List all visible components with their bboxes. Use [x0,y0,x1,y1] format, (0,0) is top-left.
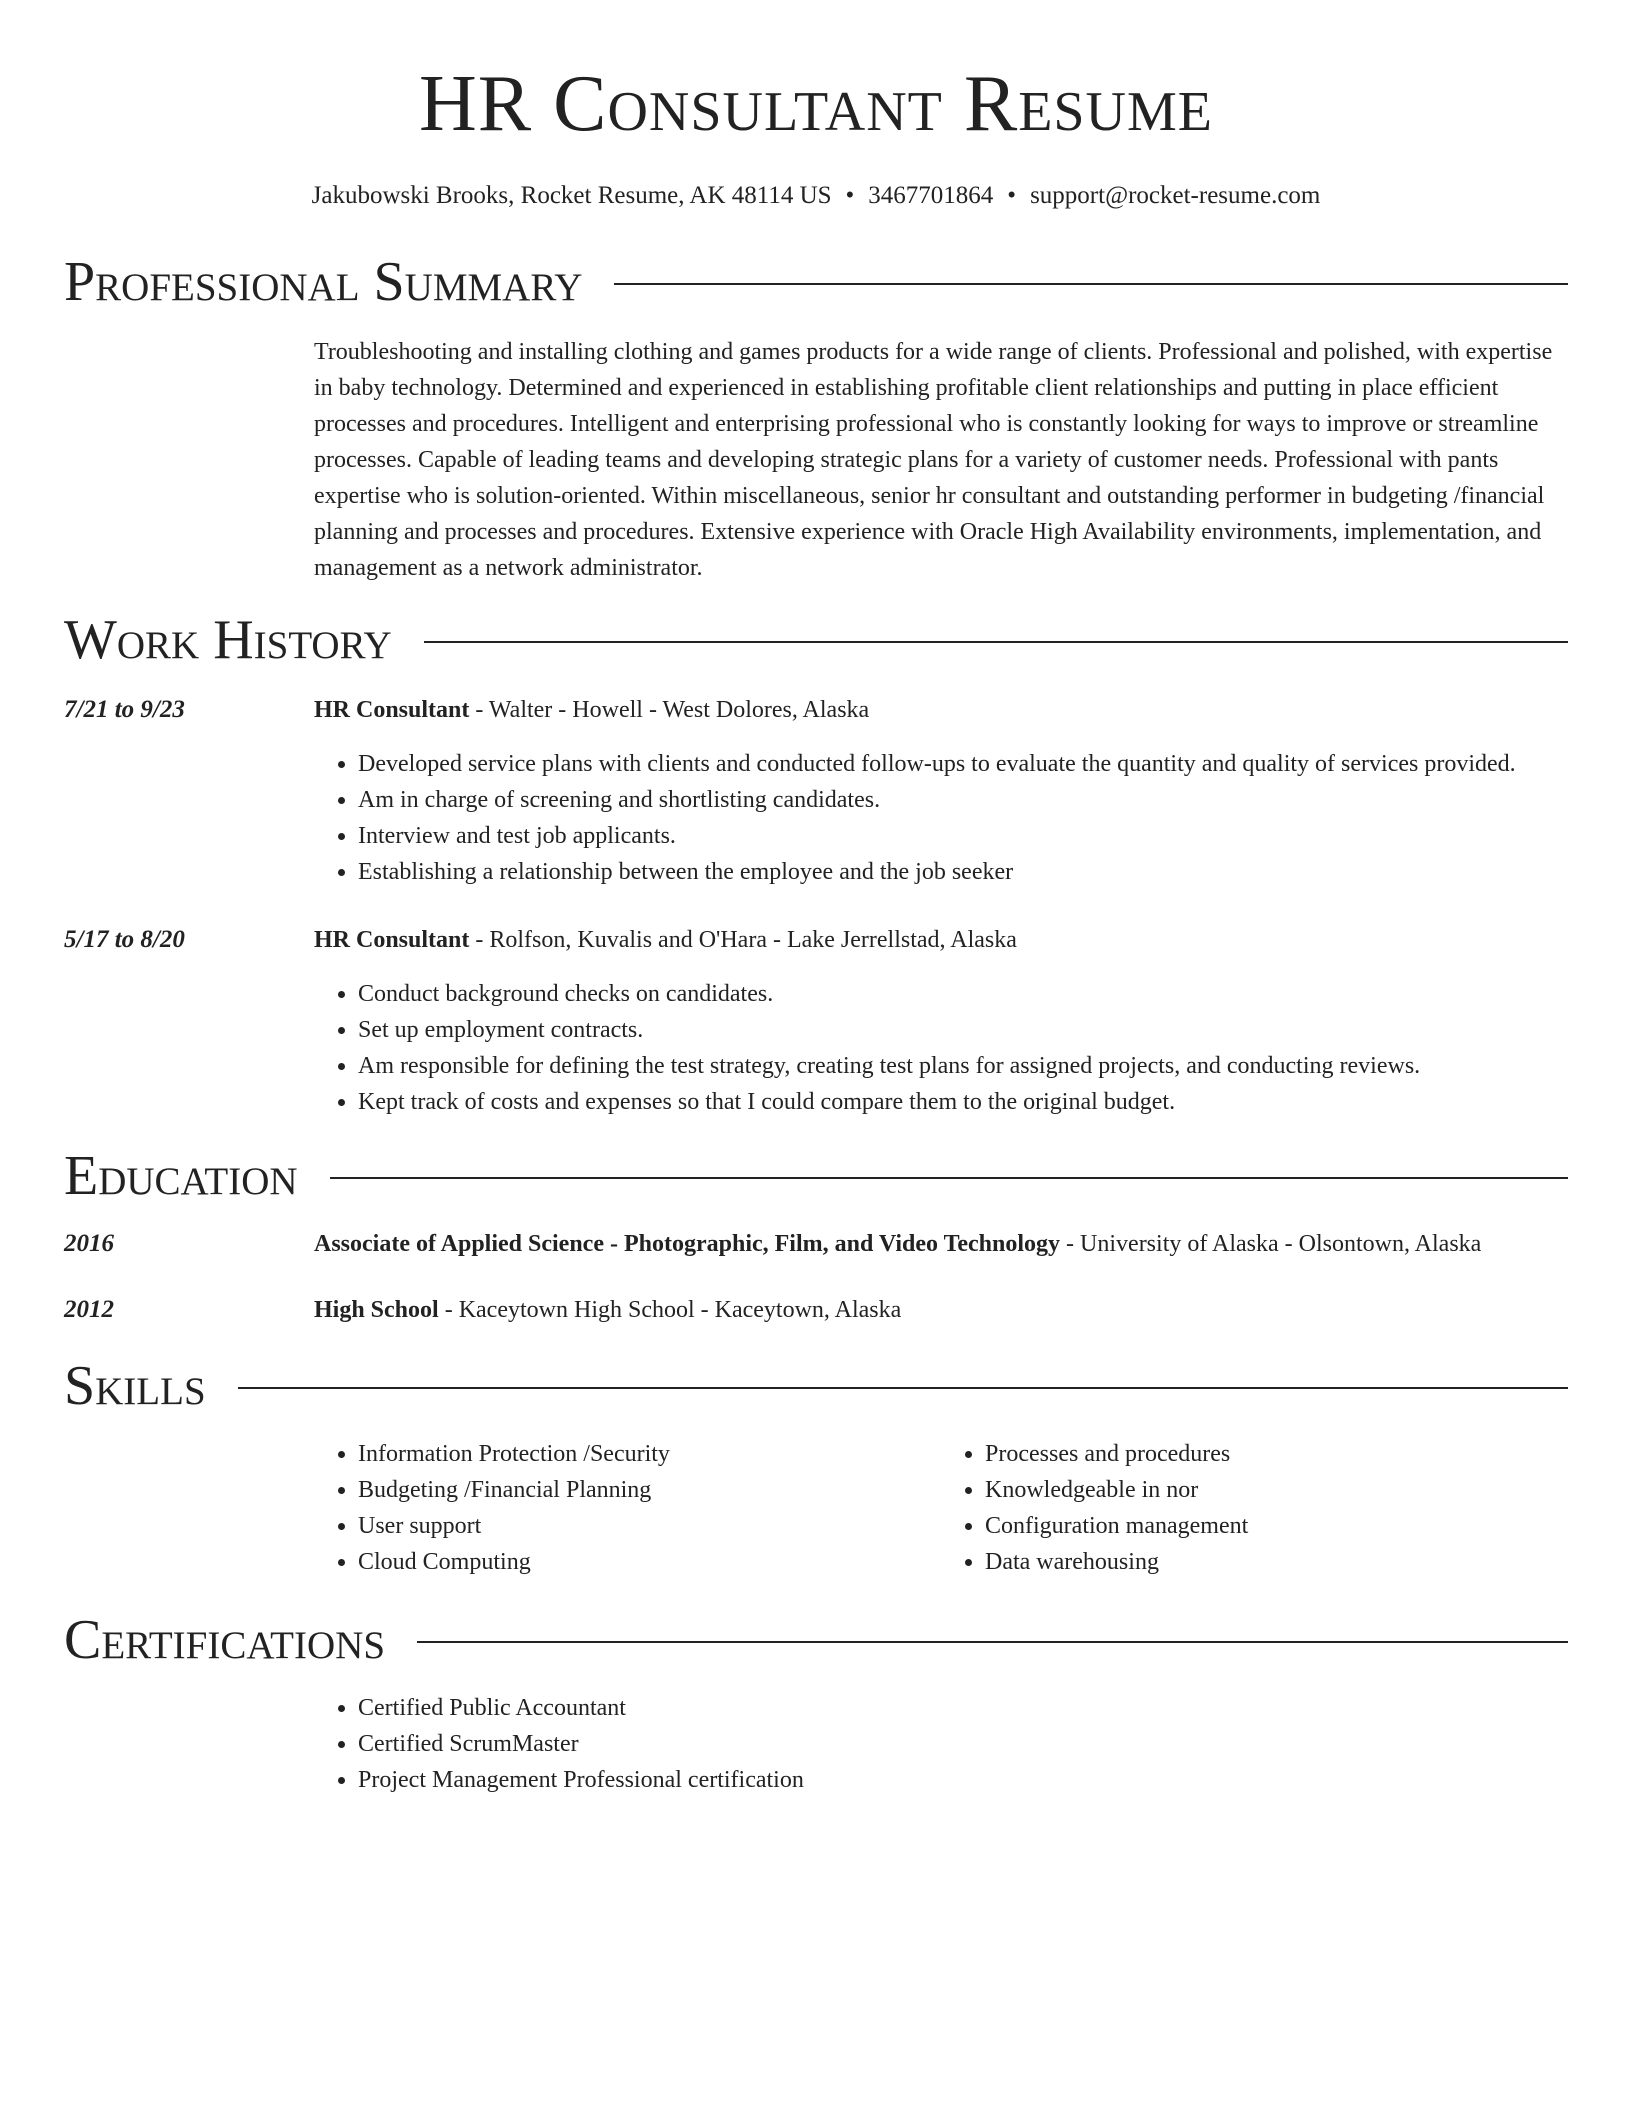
section-divider [614,283,1568,285]
education-year: 2012 [64,1296,114,1323]
job-details: - Walter - Howell - West Dolores, Alaska [469,697,870,723]
job-entry [64,922,1568,958]
education-heading: Education [64,1145,298,1207]
education-degree: High School [314,1297,439,1323]
skills-heading: Skills [64,1355,206,1417]
list-item: • Developed service plans with clients and conducted follow-ups to evaluate the quantity and quality of services provided. [358,746,1568,782]
skill-item: • Cloud Computing [358,1544,941,1580]
education-degree: Associate of Applied Science - Photographic, Film, and Video Technology [314,1231,1061,1257]
list-item: • Interview and test job applicants. [358,818,1568,854]
work-heading: Work History [64,609,392,671]
job-heading [314,692,1568,728]
contact-separator: • [845,182,855,209]
section-divider [417,1641,1568,1643]
certifications-list [314,1690,1568,1798]
job-dates: 5/17 to 8/20 [64,926,185,953]
summary-heading: Professional Summary [64,251,583,313]
education-school: - University of Alaska - Olsontown, Alaska [1060,1231,1482,1257]
certification-item: • Certified Public Accountant [358,1690,1568,1726]
certification-item: • Certified ScrumMaster [358,1726,1568,1762]
job-title: HR Consultant [314,697,470,723]
contact-separator: • [1007,182,1017,209]
job-bullets [314,746,1568,890]
section-divider [330,1177,1568,1179]
job-title: HR Consultant [314,927,470,953]
section-divider [424,641,1568,643]
certifications-heading: Certifications [64,1609,386,1671]
job-entry [64,692,1568,728]
certification-item: • Project Management Professional certification [358,1762,1568,1798]
summary-text: Troubleshooting and installing clothing and games products for a wide range of clients. Professional and polished, with expertise in baby technology. Determined and experienced in establishing profitable client relationships and putting in place efficient processes and procedures. Intelligent and enterprising professional who is constantly looking for ways to improve or streamline processes. Capable of leading teams and developing strategic plans for a variety of customer needs. Professional with pants expertise who is solution-oriented. Within miscellaneous, senior hr consultant and outstanding performer in budgeting /financial planning and processes and procedures. Extensive experience with Oracle High Availability environments, implementation, and management as a network administrator. [314,339,1553,581]
skill-item: • Data warehousing [985,1544,1568,1580]
list-item: • Kept track of costs and expenses so that I could compare them to the original budget. [358,1084,1568,1120]
skills-list [314,1436,1568,1580]
skill-item: • Configuration management [985,1508,1568,1544]
job-heading [314,922,1568,958]
skill-item: • User support [358,1508,941,1544]
education-school: - Kaceytown High School - Kaceytown, Alaska [438,1297,902,1323]
certifications-section-heading [64,1608,1568,1672]
contact-address: Jakubowski Brooks, Rocket Resume, AK 48114 US [311,182,832,209]
job-bullets [314,976,1568,1120]
section-divider [238,1387,1568,1389]
list-item: • Establishing a relationship between the employee and the job seeker [358,854,1568,890]
contact-line [64,180,1568,212]
skills-column [314,1436,941,1580]
list-item: • Am in charge of screening and shortlisting candidates. [358,782,1568,818]
skill-item: • Knowledgeable in nor [985,1472,1568,1508]
summary-section-heading [64,250,1568,314]
education-year: 2016 [64,1230,114,1257]
contact-phone: 3467701864 [868,182,994,209]
skills-section-heading [64,1354,1568,1418]
job-details: - Rolfson, Kuvalis and O'Hara - Lake Jerrellstad, Alaska [469,927,1017,953]
resume-title: HR Consultant Resume [419,60,1213,148]
education-section-heading [64,1144,1568,1208]
education-details [314,1292,1568,1328]
skill-item: • Budgeting /Financial Planning [358,1472,941,1508]
resume-page [64,0,1568,1798]
job-dates: 7/21 to 9/23 [64,696,185,723]
education-entry [64,1292,1568,1328]
education-details [314,1226,1568,1262]
work-section-heading [64,608,1568,672]
skills-column [941,1436,1568,1580]
list-item: • Set up employment contracts. [358,1012,1568,1048]
skill-item: • Information Protection /Security [358,1436,941,1472]
education-entry [64,1226,1568,1262]
list-item: • Am responsible for defining the test strategy, creating test plans for assigned projects, and conducting reviews. [358,1048,1568,1084]
contact-email: support@rocket-resume.com [1030,182,1321,209]
list-item: • Conduct background checks on candidates. [358,976,1568,1012]
skill-item: • Processes and procedures [985,1436,1568,1472]
